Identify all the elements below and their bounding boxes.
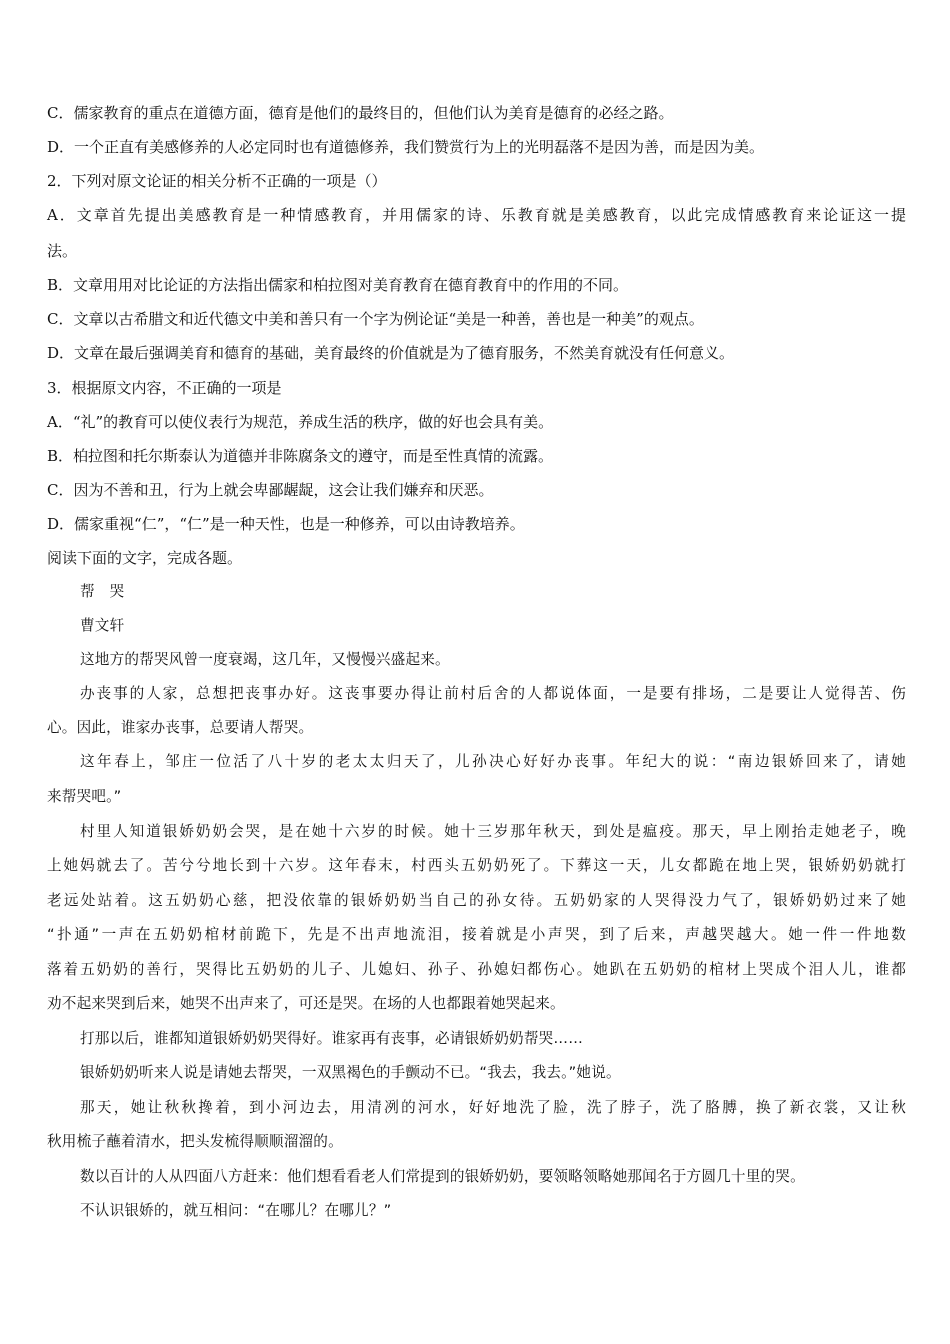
story-line: 打那以后，谁都知道银娇奶奶哭得好。谁家再有丧事，必请银娇奶奶帮哭…… bbox=[80, 1030, 583, 1047]
q3-option-b: B．柏拉图和托尔斯泰认为道德并非陈腐条文的遵守，而是至性真情的流露。 bbox=[47, 447, 554, 465]
story-line: 劝不起来哭到后来，她哭不出声来了，可还是哭。在场的人也都跟着她哭起来。 bbox=[47, 995, 565, 1012]
story-line: 来帮哭吧。” bbox=[47, 788, 122, 805]
story-line: 办丧事的人家，总想把丧事办好。这丧事要办得让前村后舍的人都说体面，一是要有排场，二是要让人觉得苦、伤 bbox=[80, 685, 906, 702]
q2-option-a-continued: 法。 bbox=[47, 242, 78, 260]
q3-option-d: D．儒家重视“仁”，“仁”是一种天性，也是一种修养，可以由诗教培养。 bbox=[47, 515, 525, 533]
story-line: 这年春上，邹庄一位活了八十岁的老太太归天了，儿孙决心好好办丧事。年纪大的说：“南边银娇回来了，请她 bbox=[80, 753, 906, 770]
story-line: 秋用梳子蘸着清水，把头发梳得顺顺溜溜的。 bbox=[47, 1133, 343, 1150]
story-line: 落着五奶奶的善行，哭得比五奶奶的儿子、儿媳妇、孙子、孙媳妇都伤心。她趴在五奶奶的棺材上哭成个泪人儿，谁都 bbox=[47, 961, 906, 978]
q2-option-b: B．文章用用对比论证的方法指出儒家和柏拉图对美育教育在德育教育中的作用的不同。 bbox=[47, 276, 629, 294]
q3-stem: 3．根据原文内容，不正确的一项是 bbox=[47, 379, 282, 397]
story-line: 心。因此，谁家办丧事，总要请人帮哭。 bbox=[47, 719, 314, 736]
reading-instruction: 阅读下面的文字，完成各题。 bbox=[47, 549, 243, 567]
story-title: 帮 哭 bbox=[80, 583, 125, 600]
story-line: 上她妈就去了。苦兮兮地长到十六岁。这年春末，村西头五奶奶死了。下葬这一天，儿女都跪在地上哭，银娇奶奶就打 bbox=[47, 857, 906, 874]
q1-option-d: D．一个正直有美感修养的人必定同时也有道德修养，我们赞赏行为上的光明磊落不是因为善，而是因为美。 bbox=[47, 138, 765, 156]
story-author: 曹文轩 bbox=[80, 617, 125, 634]
story-line: “扑通”一声在五奶奶棺材前跪下，先是不出声地流泪，接着就是小声哭，到了后来，声越哭越大。她一件一件地数 bbox=[47, 926, 906, 943]
story-line: 村里人知道银娇奶奶会哭，是在她十六岁的时候。她十三岁那年秋天，到处是瘟疫。那天，早上刚抬走她老子，晚 bbox=[80, 823, 906, 840]
q1-option-c: C．儒家教育的重点在道德方面，德育是他们的最终目的，但他们认为美育是德育的必经之路。 bbox=[47, 104, 674, 122]
story-line: 银娇奶奶听来人说是请她去帮哭，一双黑褐色的手颤动不已。“我去，我去。”她说。 bbox=[80, 1064, 621, 1081]
story-line: 这地方的帮哭风曾一度衰竭，这几年，又慢慢兴盛起来。 bbox=[80, 651, 450, 668]
story-line: 那天，她让秋秋搀着，到小河边去，用清冽的河水，好好地洗了脸，洗了脖子，洗了胳膊，换了新衣裳，又让秋 bbox=[80, 1099, 906, 1116]
q3-option-c: C．因为不善和丑，行为上就会卑鄙龌龊，这会让我们嫌弃和厌恶。 bbox=[47, 481, 494, 499]
q2-stem: 2．下列对原文论证的相关分析不正确的一项是（） bbox=[47, 172, 387, 190]
q2-option-d: D．文章在最后强调美育和德育的基础，美育最终的价值就是为了德育服务，不然美育就没有任何意义。 bbox=[47, 344, 735, 362]
q2-option-c: C．文章以古希腊文和近代德文中美和善只有一个字为例论证“美是一种善，善也是一种美”的观点。 bbox=[47, 310, 704, 328]
story-line: 数以百计的人从四面八方赶来：他们想看看老人们常提到的银娇奶奶，要领略领略她那闻名于方圆几十里的哭。 bbox=[80, 1168, 805, 1185]
story-line: 老远处站着。这五奶奶心慈，把没依靠的银娇奶奶当自己的孙女待。五奶奶家的人哭得没力气了，银娇奶奶过来了她 bbox=[47, 892, 906, 909]
q2-option-a: A．文章首先提出美感教育是一种情感教育，并用儒家的诗、乐教育就是美感教育，以此完成情感教育来论证这一提 bbox=[47, 206, 906, 224]
q3-option-a: A．“礼”的教育可以使仪表行为规范，养成生活的秩序，做的好也会具有美。 bbox=[47, 413, 554, 431]
story-line: 不认识银娇的，就互相问：“在哪儿？在哪儿？” bbox=[80, 1202, 392, 1219]
